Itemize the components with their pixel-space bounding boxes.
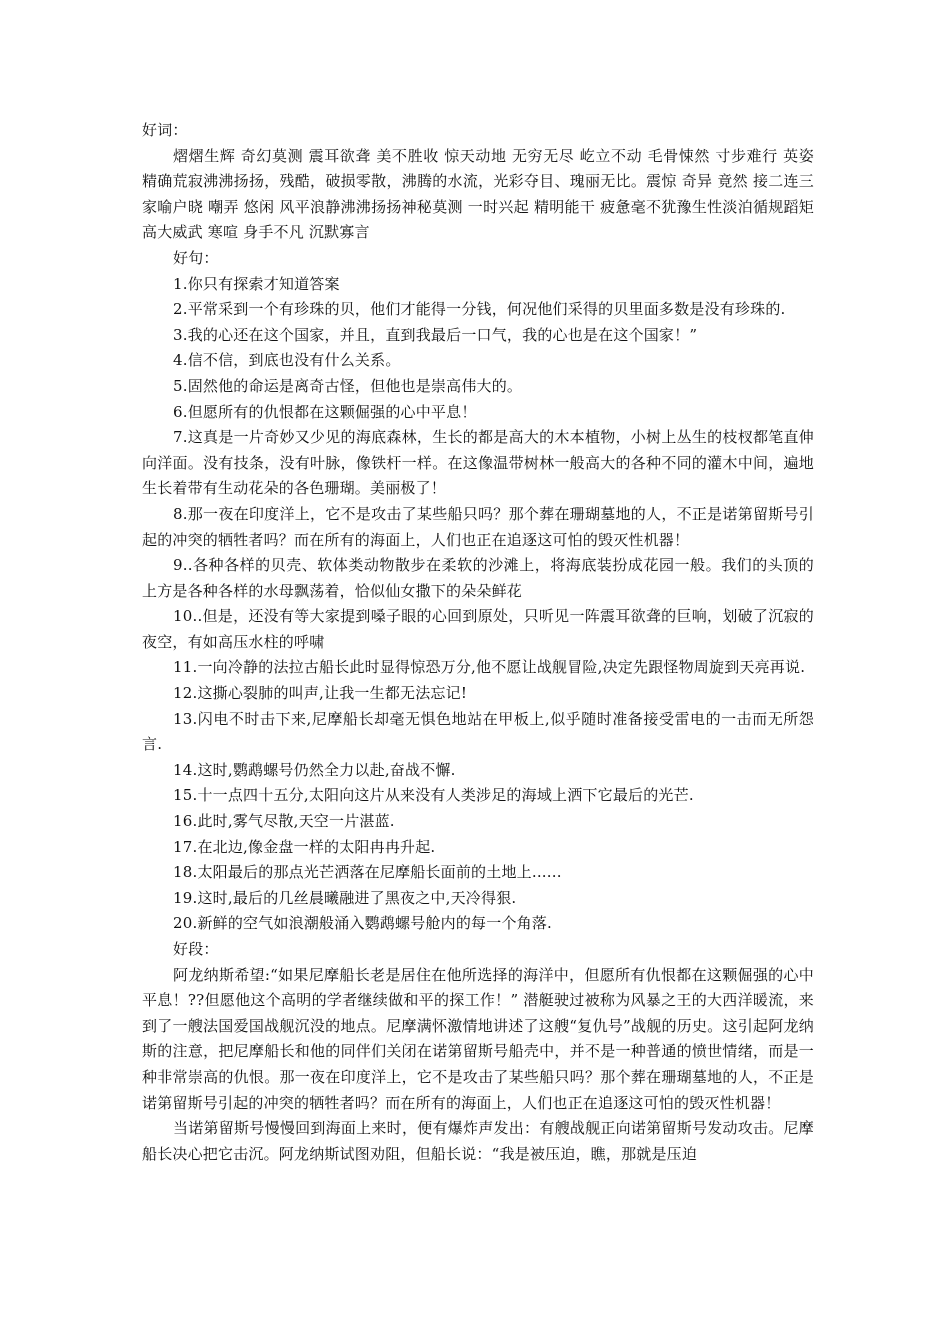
sentence-item: 13.闪电不时击下来,尼摩船长却毫无惧色地站在甲板上,似乎随时准备接受雷电的一击而无所怨言. (142, 709, 814, 754)
sentence-item: 4.信不信，到底也没有什么关系。 (173, 351, 401, 370)
sentence-item: 9..各种各样的贝壳、软体类动物散步在柔软的沙滩上，将海底装扮成花园一般。我们的头顶的上方是各种各样的水母飘荡着，恰似仙女撒下的朵朵鲜花 (142, 556, 814, 600)
sentence-item: 1.你只有探索才知道答案 (173, 274, 340, 293)
sentence-item: 8.那一夜在印度洋上，它不是攻击了某些船只吗？那个葬在珊瑚墓地的人，不正是诺第留斯号引起的冲突的牺牲者吗？而在所有的海面上，人们也正在追逐这可怕的毁灭性机器！ (142, 504, 814, 549)
good-sentences-heading: 好句： (173, 248, 219, 267)
paragraph-item: 当诺第留斯号慢慢回到海面上来时，便有爆炸声发出：有艘战舰正向诺第留斯号发动攻击。尼摩船长决心把它击沉。阿龙纳斯试图劝阻，但船长说：“我是被压迫，瞧，那就是压迫 (142, 1119, 814, 1163)
good-words-heading: 好词： (142, 121, 188, 139)
sentence-item: 2.平常采到一个有珍珠的贝，他们才能得一分钱，何况他们采得的贝里面多数是没有珍珠的. (173, 300, 786, 319)
paragraph-item: 阿龙纳斯希望:“如果尼摩船长老是居住在他所选择的海洋中，但愿所有仇恨都在这颗倔强的心中平息！??但愿他这个高明的学者继续做和平的探工作！” 潜艇驶过被称为风暴之王的大西洋暖流，来到了一艘法国爱国战舰沉没的地点。尼摩满怀激情地讲述了这艘“复仇号”战舰的历史。这引起阿龙纳斯的注意，把尼摩船长和他的同伴们关闭在诺第留斯号船壳中，并不是一种普通的愤世情绪，而是一种非常崇高的仇恨。那一夜在印度洋上，它不是攻击了某些船只吗？那个葬在珊瑚墓地的人，不正是诺第留斯号引起的冲突的牺牲者吗？而在所有的海面上，人们也正在追逐这可怕的毁灭性机器！ (142, 965, 814, 1112)
good-words-text: 熠熠生辉 奇幻莫测 震耳欲聋 美不胜收 惊天动地 无穷无尽 屹立不动 毛骨悚然 寸步难行 英姿 精确荒寂沸沸扬扬，残酷，破损零散，沸腾的水流，光彩夺目、瑰丽无比。震惊 奇异 竟然 接二连三 家喻户晓 嘲弄 悠闲 风平浪静沸沸扬扬神秘莫测 一时兴起 精明能干 疲惫毫不犹豫生性淡泊循规蹈矩 高大威武 寒喧 身手不凡 沉默寡言 (142, 146, 814, 242)
sentence-item: 18.太阳最后的那点光芒洒落在尼摩船长面前的土地上...... (173, 863, 562, 882)
sentence-item: 7.这真是一片奇妙又少见的海底森林，生长的都是高大的木本植物，小树上丛生的枝杈都笔直伸向洋面。没有技条，没有叶脉，像铁杆一样。在这像温带树林一般高大的各种不同的灌木中间，遍地生长着带有生动花朵的各色珊瑚。美丽极了！ (142, 428, 814, 498)
sentence-item: 6.但愿所有的仇恨都在这颗倔强的心中平息！ (173, 402, 477, 421)
sentence-item: 11.一向冷静的法拉古船长此时显得惊恐万分,他不愿让战舰冒险,决定先跟怪物周旋到天亮再说. (173, 658, 806, 677)
sentence-item: 5.固然他的命运是离奇古怪，但他也是崇高伟大的。 (173, 376, 523, 395)
sentence-item: 15.十一点四十五分,太阳向这片从来没有人类涉足的海域上洒下它最后的光芒. (173, 786, 694, 805)
sentence-item: 14.这时,鹦鹉螺号仍然全力以赴,奋战不懈. (173, 760, 456, 779)
sentence-item: 20.新鲜的空气如浪潮般涌入鹦鹉螺号舱内的每一个角落. (173, 914, 553, 933)
sentence-item: 19.这时,最后的几丝晨曦融进了黑夜之中,天冷得狠. (173, 888, 517, 907)
sentence-item: 12.这撕心裂肺的叫声,让我一生都无法忘记! (173, 684, 468, 703)
sentence-item: 17.在北边,像金盘一样的太阳冉冉升起. (173, 837, 436, 856)
good-paragraphs-heading: 好段： (173, 940, 219, 958)
sentence-item: 3.我的心还在这个国家，并且，直到我最后一口气，我的心也是在这个国家！” (173, 325, 698, 344)
sentence-item: 10..但是，还没有等大家提到嗓子眼的心回到原处，只听见一阵震耳欲聋的巨响，划破了沉寂的夜空，有如高压水柱的呼啸 (142, 607, 814, 651)
sentence-item: 16.此时,雾气尽散,天空一片湛蓝. (173, 812, 395, 831)
document-page (142, 118, 814, 1167)
